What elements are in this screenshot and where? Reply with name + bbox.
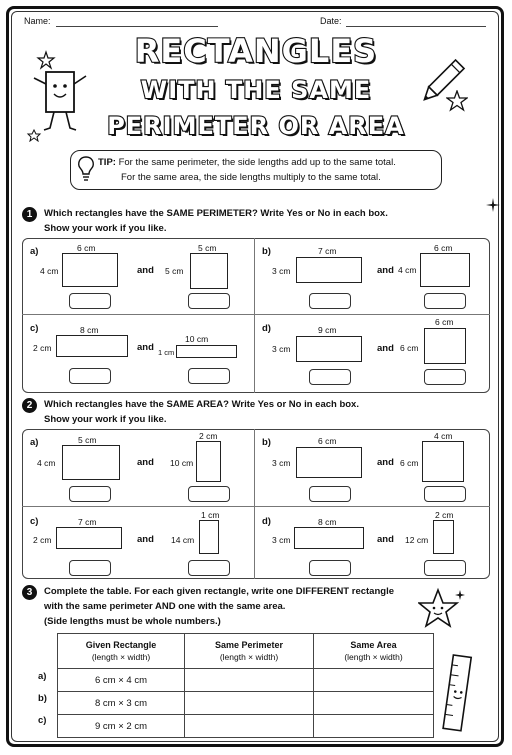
star-icon xyxy=(446,90,468,112)
q2a-r2-width: 2 cm xyxy=(199,431,218,441)
q2b-r2-width: 4 cm xyxy=(434,431,453,441)
rectangle-mascot-icon xyxy=(24,50,96,142)
date-line[interactable] xyxy=(346,26,486,27)
title-line-3: PERIMETER OR AREA xyxy=(107,112,405,140)
tip-text-1: For the same perimeter, the side lengths add up to the same total. xyxy=(118,157,396,168)
q2c-r1-width: 7 cm xyxy=(78,517,97,527)
table-row xyxy=(58,715,434,738)
q2-number: 2 xyxy=(22,398,37,413)
q3-given-c: 9 cm × 2 cm xyxy=(58,715,185,738)
q2c-and: and xyxy=(137,534,154,545)
q2a-rectangle-1 xyxy=(62,445,120,480)
q1c-answer-box-1[interactable] xyxy=(69,368,111,384)
title-line-1: RECTANGLES xyxy=(134,32,378,70)
q1a-answer-box-2[interactable] xyxy=(188,293,230,309)
q3-instruction-3: (Side lengths must be whole numbers.) xyxy=(44,616,221,627)
q2-instruction-1: Which rectangles have the SAME AREA? Write Yes or No in each box. xyxy=(44,399,359,410)
q1a-r2-height: 5 cm xyxy=(165,266,184,276)
q2a-answer-box-2[interactable] xyxy=(188,486,230,502)
q2d-r1-width: 8 cm xyxy=(318,517,337,527)
q2a-r1-width: 5 cm xyxy=(78,435,97,445)
q1c-r2-width: 10 cm xyxy=(185,334,209,344)
q2a-label: a) xyxy=(30,437,39,448)
sparkle-icon xyxy=(486,198,500,212)
q1a-r2-width: 5 cm xyxy=(198,243,217,253)
q2-divider-v xyxy=(254,429,255,579)
q2b-r1-width: 6 cm xyxy=(318,436,337,446)
q1b-rectangle-1 xyxy=(296,257,362,283)
q3-perimeter-b-cell[interactable] xyxy=(185,692,314,715)
q2c-answer-box-2[interactable] xyxy=(188,560,230,576)
q2a-r1-height: 4 cm xyxy=(37,458,56,468)
q1a-label: a) xyxy=(30,246,39,257)
q1b-answer-box-2[interactable] xyxy=(424,293,466,309)
q2b-rectangle-1 xyxy=(296,447,362,478)
q1d-rectangle-2 xyxy=(424,328,466,364)
q1d-r2-width: 6 cm xyxy=(435,317,454,327)
q1b-r1-width: 7 cm xyxy=(318,246,337,256)
q1d-r2-height: 6 cm xyxy=(400,343,419,353)
q1d-rectangle-1 xyxy=(296,336,362,362)
q1c-answer-box-2[interactable] xyxy=(188,368,230,384)
q3-given-a: 6 cm × 4 cm xyxy=(58,669,185,692)
q3-perimeter-a-cell[interactable] xyxy=(185,669,314,692)
q1c-r1-height: 2 cm xyxy=(33,343,52,353)
date-label: Date: xyxy=(320,16,342,26)
q2d-r1-height: 3 cm xyxy=(272,535,291,545)
q2d-and: and xyxy=(377,534,394,545)
q1-number: 1 xyxy=(22,207,37,222)
q2b-r2-height: 6 cm xyxy=(400,458,419,468)
q1d-r1-width: 9 cm xyxy=(318,325,337,335)
q2d-answer-box-1[interactable] xyxy=(309,560,351,576)
q2c-label: c) xyxy=(30,516,39,527)
q2d-rectangle-2 xyxy=(433,520,454,554)
q2b-label: b) xyxy=(262,437,271,448)
q3-number: 3 xyxy=(22,585,37,600)
q1b-label: b) xyxy=(262,246,271,257)
q2b-and: and xyxy=(377,457,394,468)
q3-area-b-cell[interactable] xyxy=(314,692,434,715)
q3-header-area: Same Area (length × width) xyxy=(314,634,434,669)
q1c-label: c) xyxy=(30,323,39,334)
q1a-r1-height: 4 cm xyxy=(40,266,59,276)
q1a-and: and xyxy=(137,265,154,276)
q1a-r1-width: 6 cm xyxy=(77,243,96,253)
q1d-and: and xyxy=(377,343,394,354)
q3-row-label-a: a) xyxy=(38,671,47,682)
tip-line-1 xyxy=(98,156,396,170)
q2a-rectangle-2 xyxy=(196,441,221,482)
q2a-answer-box-1[interactable] xyxy=(69,486,111,502)
q2d-r2-height: 12 cm xyxy=(405,535,429,545)
q1d-label: d) xyxy=(262,323,271,334)
q3-instruction-2: with the same perimeter AND one with the same area. xyxy=(44,601,286,612)
q1-divider-v xyxy=(254,238,255,393)
q2d-label: d) xyxy=(262,516,271,527)
q1-instruction-1: Which rectangles have the SAME PERIMETER? Write Yes or No in each box. xyxy=(44,208,388,219)
q1c-and: and xyxy=(137,342,154,353)
q3-given-b: 8 cm × 3 cm xyxy=(58,692,185,715)
q1d-answer-box-2[interactable] xyxy=(424,369,466,385)
q1-instruction-2: Show your work if you like. xyxy=(44,223,167,234)
q2a-and: and xyxy=(137,457,154,468)
q3-header-perimeter: Same Perimeter (length × width) xyxy=(185,634,314,669)
name-line[interactable] xyxy=(56,26,218,27)
lightbulb-icon xyxy=(76,154,96,184)
q2c-rectangle-2 xyxy=(199,520,219,554)
q1b-and: and xyxy=(377,265,394,276)
q1b-r2-width: 6 cm xyxy=(434,243,453,253)
q1c-rectangle-1 xyxy=(56,335,128,357)
q3-row-label-b: b) xyxy=(38,693,47,704)
q1-divider-h xyxy=(22,314,490,315)
tip-label: TIP: xyxy=(98,157,116,168)
q2-instruction-2: Show your work if you like. xyxy=(44,414,167,425)
q2a-r2-height: 10 cm xyxy=(170,458,194,468)
name-label: Name: xyxy=(24,16,51,26)
q3-header-given: Given Rectangle (length × width) xyxy=(58,634,185,669)
q2d-answer-box-2[interactable] xyxy=(424,560,466,576)
q2c-r1-height: 2 cm xyxy=(33,535,52,545)
q2c-answer-box-1[interactable] xyxy=(69,560,111,576)
table-row xyxy=(58,669,434,692)
q2b-rectangle-2 xyxy=(422,441,464,482)
q2c-r2-width: 1 cm xyxy=(201,510,220,520)
star-mascot-icon xyxy=(418,586,466,636)
q1a-rectangle-1 xyxy=(62,253,118,287)
q3-area-c-cell[interactable] xyxy=(314,715,434,738)
q1c-r2-height: 1 cm xyxy=(158,348,175,357)
q1b-r2-height: 4 cm xyxy=(398,265,417,275)
table-row xyxy=(58,692,434,715)
q1d-answer-box-1[interactable] xyxy=(309,369,351,385)
q1b-r1-height: 3 cm xyxy=(272,266,291,276)
q1d-r1-height: 3 cm xyxy=(272,344,291,354)
q2d-r2-width: 2 cm xyxy=(435,510,454,520)
q2b-answer-box-2[interactable] xyxy=(424,486,466,502)
q1c-r1-width: 8 cm xyxy=(80,325,99,335)
q1a-rectangle-2 xyxy=(190,253,228,289)
q2c-rectangle-1 xyxy=(56,527,122,549)
q2d-rectangle-1 xyxy=(294,527,364,549)
q1b-answer-box-1[interactable] xyxy=(309,293,351,309)
q2c-r2-height: 14 cm xyxy=(171,535,195,545)
title-line-2: WITH THE SAME xyxy=(140,76,372,104)
q1b-rectangle-2 xyxy=(420,253,470,287)
ruler-mascot-icon xyxy=(440,652,476,736)
q1a-answer-box-1[interactable] xyxy=(69,293,111,309)
q3-table xyxy=(57,633,434,738)
q1c-rectangle-2 xyxy=(176,345,237,358)
q3-row-label-c: c) xyxy=(38,715,47,726)
q2-divider-h xyxy=(22,506,490,507)
q3-area-a-cell[interactable] xyxy=(314,669,434,692)
q3-instruction-1: Complete the table. For each given rectangle, write one DIFFERENT rectangle xyxy=(44,586,394,597)
q3-perimeter-c-cell[interactable] xyxy=(185,715,314,738)
tip-line-2: For the same area, the side lengths multiply to the same total. xyxy=(121,172,381,183)
q2b-answer-box-1[interactable] xyxy=(309,486,351,502)
q2b-r1-height: 3 cm xyxy=(272,458,291,468)
